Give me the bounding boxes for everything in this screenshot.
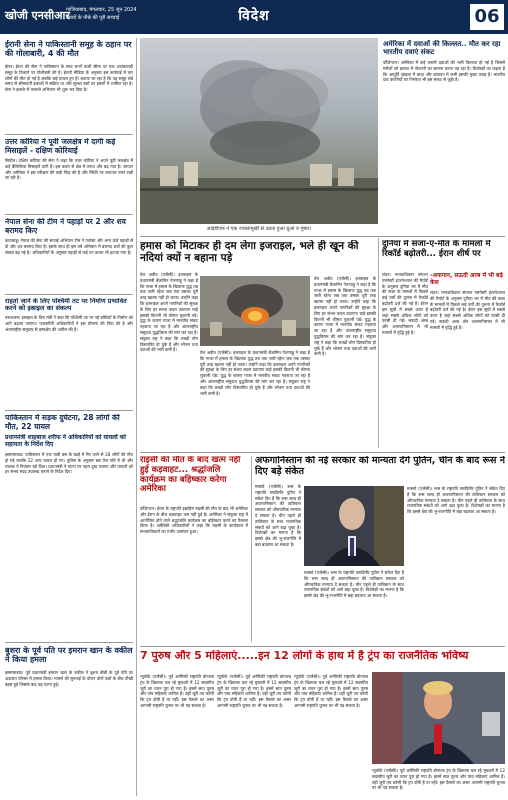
masthead-date: गाजियाबाद, मंगलवार, 25 जून 2024 <box>66 7 137 13</box>
story1-body: ईरान। ईरान की सेना ने पाकिस्तान के साथ लगने वाली सीमा पर एक आतंकवादी समूह के ठिकाने पर गोलीबारी की है। ईरानी मीडिया के अनुसार इस कार्रवाई में चार लोगों की मौत हो गई है जबकि कई घायल हुए हैं। बताया जा रहा है कि यह समूह लंबे समय से सीमावर्ती इलाकों में सक्रिय था और सुरक्षा बलों पर हमलों में शामिल रहा है। सेना ने इलाके में तलाशी अभियान भी शुरू कर दिया है। <box>5 64 133 93</box>
explosion-photo <box>200 276 310 346</box>
trump-body-col3: न्यूयॉर्क (एजेंसी)। पूर्व अमेरिकी राष्ट्रपति डोनाल्ड ट्रंप के खिलाफ चल रहे मुकदमे में 12 सदस्यीय जूरी का चयन पूरा हो गया है। इसमें सात पुरुष और पांच महिलाएं शामिल हैं। यही जूरी तय करेगी कि ट्रंप दोषी हैं या नहीं। इस फैसले का असर आगामी राष्ट्रपति चुनाव पर भी पड़ सकता है। <box>294 674 368 708</box>
section-title: विदेश <box>238 8 270 24</box>
story2-body: सियोल। दक्षिण कोरिया की सेना ने कहा कि उत्तर कोरिया ने अपने पूर्वी जलक्षेत्र में कई बैलिस्टिक मिसाइलें दागी हैं। इस कदम से क्षेत्र में तनाव और बढ़ गया है। जापान और अमेरिका ने इस परीक्षण की कड़ी निंदा की है और स्थिति पर लगातार नजर रखी जा रही है। <box>5 158 133 181</box>
story2-headline: उत्तर कोरिया ने पूर्वी जलक्षेत्र में दागी कई मिसाइलें - दक्षिण कोरियाई <box>5 138 116 155</box>
story1-headline: ईरानी सेना ने पाकिस्तानी समूह के ठहान पर की गोलाबारी, 4 की मौत <box>5 40 132 59</box>
photo-caption: आईडीएफ ने एक ज्वालामुखी से उठता हुआ धुआं व गुबार। <box>206 226 312 232</box>
story5-subhead: प्रधानमंत्री शाहबाज शरीफ ने अधिकारियों को घायलों को सहायता के निर्देश दिए <box>5 434 126 449</box>
medicine-body: वॉशिंगटन। अमेरिका में कई जरूरी दवाओं की भारी किल्लत हो गई है जिससे मरीजों को इलाज में परेशानी का सामना करना पड़ रहा है। विशेषज्ञों का कहना है कि आपूर्ति श्रृंखला में बाधा और उत्पादन में कमी इसकी मुख्य वजह है। भारतीय दवा कंपनियों पर निर्भरता भी इस संकट से जुड़ी है। <box>383 60 505 83</box>
masthead-tagline: ख़बरों के पीछे की पूरी सच्चाई <box>66 15 120 21</box>
smoke-illustration <box>140 38 378 224</box>
trump-body-col2: न्यूयॉर्क (एजेंसी)। पूर्व अमेरिकी राष्ट्रपति डोनाल्ड ट्रंप के खिलाफ चल रहे मुकदमे में 12 सदस्यीय जूरी का चयन पूरा हो गया है। इसमें सात पुरुष और पांच महिलाएं शामिल हैं। यही जूरी तय करेगी कि ट्रंप दोषी हैं या नहीं। इस फैसले का असर आगामी राष्ट्रपति चुनाव पर भी पड़ सकता है। <box>217 674 291 708</box>
gaza-smoke-photo <box>140 38 378 224</box>
hamas-headline: हमास को मिटाकर ही दम लेगा इजराइल, भले ही खून की नदियां क्यों न बहाना पड़े <box>140 240 359 265</box>
page-number: 06 <box>470 4 504 30</box>
masthead-brand: खोजी एनसीआर <box>5 9 70 22</box>
story6-headline: बुशरा के पूर्व पति पर इमरान खान के वकील ने किया हमला <box>5 646 133 665</box>
trump-body: न्यूयॉर्क (एजेंसी)। पूर्व अमेरिकी राष्ट्रपति डोनाल्ड ट्रंप के खिलाफ चल रहे मुकदमे में 12 सदस्यीय जूरी का चयन पूरा हो गया है। इसमें सात पुरुष और पांच महिलाएं शामिल हैं। यही जूरी तय करेगी कि ट्रंप दोषी हैं या नहीं। इस फैसले का असर आगामी राष्ट्रपति चुनाव पर भी पड़ सकता है। <box>140 674 214 708</box>
column-divider <box>378 238 379 448</box>
story6-body: इस्लामाबाद। पूर्व प्रधानमंत्री इमरान खान के वकील ने बुशरा बीबी के पूर्व पति पर अदालत परिसर में हमला किया। मामले की सुनवाई के दौरान दोनों पक्षों के बीच तीखी बहस हुई जिसके बाद यह घटना हुई। <box>5 670 133 687</box>
putin-photo <box>304 486 404 566</box>
hamas-body-continued: तेल अवीव (एजेंसी)। इजराइल के प्रधानमंत्री बेंजामिन नेतन्याहू ने कहा है कि गाजा में हमास के खिलाफ युद्ध तब तक जारी रहेगा जब तक उसका पूरी तरह खात्मा नहीं हो जाता। उन्होंने कहा कि इजराइल अपने नागरिकों की सुरक्षा के लिए हर संभव कदम उठाएगा चाहे इसकी कितनी भी कीमत चुकानी पड़े। युद्ध के कारण गाजा में मानवीय संकट गहराता जा रहा है और अंतरराष्ट्रीय समुदाय युद्धविराम की मांग कर रहा है। संयुक्त राष्ट्र ने कहा कि लाखों लोग विस्थापित हो चुके हैं और भोजन तथा दवाओं की भारी कमी है। <box>200 350 310 396</box>
column-divider <box>251 456 252 642</box>
raisi-headline: राइसी की मौत के बाद खत्म नहीं हुई कड़वाहट... श्रद्धांजलि कार्यक्रम का बहिष्कार करेगा अमेरिका <box>140 456 241 495</box>
trump-illustration <box>372 672 505 764</box>
trump-body-col4: न्यूयॉर्क (एजेंसी)। पूर्व अमेरिकी राष्ट्रपति डोनाल्ड ट्रंप के खिलाफ चल रहे मुकदमे में 12 सदस्यीय जूरी का चयन पूरा हो गया है। इसमें सात पुरुष और पांच महिलाएं शामिल हैं। यही जूरी तय करेगी कि ट्रंप दोषी हैं या नहीं। इस फैसले का असर आगामी राष्ट्रपति चुनाव पर भी पड़ सकता है। <box>372 768 505 791</box>
medicine-headline: अमेरिका में दवाओं की किल्लत.. मौत कर रहा भारतीय दवाएं संकट <box>383 40 501 57</box>
masthead-meta <box>66 6 186 22</box>
afghan-body-col2: मास्को (एजेंसी)। रूस के राष्ट्रपति व्लादिमीर पुतिन ने संकेत दिए हैं कि रूस जल्द ही अफगानिस्तान की तालिबान सरकार को औपचारिक मान्यता दे सकता है। चीन पहले ही तालिबान के साथ राजनयिक संबंधों को आगे बढ़ा चुका है। विशेषज्ञों का मानना है कि इससे क्षेत्र की भू-राजनीति में बड़ा बदलाव आ सकता है। <box>304 570 404 599</box>
death-penalty-subhead: -अफगान, सऊदी अरब में भी बढ़े केस <box>430 272 503 287</box>
trump-photo <box>372 672 505 764</box>
divider <box>140 236 505 237</box>
death-penalty-body: लंदन। मानवाधिकार संगठन एमनेस्टी इंटरनेशनल की रिपोर्ट के अनुसार दुनिया भर में मौत की सजा के मामलों में पिछले कई वर्षों की तुलना में रिकॉर्ड बढ़ोतरी दर्ज की गई है। ईरान इस सूची में सबसे ऊपर है जहां सबसे अधिक लोगों को फांसी दी गई। सऊदी अरब और अफगानिस्तान में भी मामलों में वृद्धि हुई है। <box>382 272 428 335</box>
hamas-body: तेल अवीव (एजेंसी)। इजराइल के प्रधानमंत्री बेंजामिन नेतन्याहू ने कहा है कि गाजा में हमास के खिलाफ युद्ध तब तक जारी रहेगा जब तक उसका पूरी तरह खात्मा नहीं हो जाता। उन्होंने कहा कि इजराइल अपने नागरिकों की सुरक्षा के लिए हर संभव कदम उठाएगा चाहे इसकी कितनी भी कीमत चुकानी पड़े। युद्ध के कारण गाजा में मानवीय संकट गहराता जा रहा है और अंतरराष्ट्रीय समुदाय युद्धविराम की मांग कर रहा है। संयुक्त राष्ट्र ने कहा कि लाखों लोग विस्थापित हो चुके हैं और भोजन तथा दवाओं की भारी कमी है। <box>140 272 198 353</box>
divider <box>5 134 133 135</box>
story4-body: यरूशलम। इस्राइल के वित्त मंत्री ने कहा कि पश्चिमी तट पर नई बस्तियों के निर्माण को आगे बढ़ाया जाएगा। फलस्तीनी अधिकारियों ने इस घोषणा की निंदा की है और अंतरराष्ट्रीय समुदाय से हस्तक्षेप की अपील की है। <box>5 315 133 332</box>
divider <box>5 214 133 215</box>
person-illustration <box>304 486 404 566</box>
divider <box>5 642 133 643</box>
page-header <box>0 0 508 34</box>
column-divider <box>136 38 137 796</box>
story5-body: इस्लामाबाद। पाकिस्तान में एक यात्री बस के खाई में गिर जाने से 28 लोगों की मौत हो गई जबकि 22 अन्य घायल हो गए। पुलिस के अनुसार बस तेज गति में थी और चालक ने नियंत्रण खो दिया। प्रधानमंत्री ने घटना पर गहरा दुख जताया और घायलों को हर संभव मदद उपलब्ध कराने के निर्देश दिए। <box>5 452 133 475</box>
story4-headline: राहतों जाने के लिए पश्चिमी तट पर निर्माण प्रभावित करने को इस्राइल का संकल्प <box>5 298 127 313</box>
death-penalty-body-col2: लंदन। मानवाधिकार संगठन एमनेस्टी इंटरनेशनल की रिपोर्ट के अनुसार दुनिया भर में मौत की सजा के मामलों में पिछले कई वर्षों की तुलना में रिकॉर्ड बढ़ोतरी दर्ज की गई है। ईरान इस सूची में सबसे ऊपर है जहां सबसे अधिक लोगों को फांसी दी गई। सऊदी अरब और अफगानिस्तान में भी मामलों में वृद्धि हुई है। <box>430 290 505 330</box>
story3-body: काठमांडू। नेपाल की सेना की सफाई अभियान टीम ने एवरेस्ट और अन्य ऊंचे पहाड़ों से दो और शव बरामद किए हैं। इसके साथ ही इस वर्ष अभियान में बरामद शवों की कुल संख्या बढ़ गई है। अधिकारियों के अनुसार पहाड़ों से कई टन कचरा भी हटाया गया है। <box>5 238 133 255</box>
afghan-body-col3: मास्को (एजेंसी)। रूस के राष्ट्रपति व्लादिमीर पुतिन ने संकेत दिए हैं कि रूस जल्द ही अफगानिस्तान की तालिबान सरकार को औपचारिक मान्यता दे सकता है। चीन पहले ही तालिबान के साथ राजनयिक संबंधों को आगे बढ़ा चुका है। विशेषज्ञों का मानना है कि इससे क्षेत्र की भू-राजनीति में बड़ा बदलाव आ सकता है। <box>407 486 505 515</box>
death-penalty-headline: दुनिया में सजा-ए-मौत के मामलों में रिकॉर्ड बढ़ोतरी... ईरान शीर्ष पर <box>382 240 491 259</box>
trump-headline: 7 पुरुष और 5 महिलाएं.....इन 12 लोगों के हाथ में है ट्रंप का राजनैतिक भविष्य <box>140 650 469 662</box>
raisi-body: वॉशिंगटन। ईरान के राष्ट्रपति इब्राहिम राइसी की मौत के बाद भी अमेरिका और ईरान के बीच कड़वाहट कम नहीं हुई है। अमेरिका ने संयुक्त राष्ट्र में आयोजित होने वाले श्रद्धांजलि कार्यक्रम का बहिष्कार करने का फैसला किया है। अमेरिकी अधिकारियों ने कहा कि राइसी के कार्यकाल में मानवाधिकारों का गंभीर उल्लंघन हुआ। <box>140 506 248 535</box>
divider <box>140 646 505 647</box>
divider <box>5 410 133 411</box>
story5-headline: पाकिस्तान में सड़क दुर्घटना, 28 लोगों की मौत, 22 घायल <box>5 414 120 431</box>
explosion-illustration <box>200 276 310 346</box>
story3-headline: नेपाल सेना की टीम ने पहाड़ों पर 2 और शव बरामद किए <box>5 218 126 235</box>
divider <box>5 294 133 295</box>
hamas-body-col3: तेल अवीव (एजेंसी)। इजराइल के प्रधानमंत्री बेंजामिन नेतन्याहू ने कहा है कि गाजा में हमास के खिलाफ युद्ध तब तक जारी रहेगा जब तक उसका पूरी तरह खात्मा नहीं हो जाता। उन्होंने कहा कि इजराइल अपने नागरिकों की सुरक्षा के लिए हर संभव कदम उठाएगा चाहे इसकी कितनी भी कीमत चुकानी पड़े। युद्ध के कारण गाजा में मानवीय संकट गहराता जा रहा है और अंतरराष्ट्रीय समुदाय युद्धविराम की मांग कर रहा है। संयुक्त राष्ट्र ने कहा कि लाखों लोग विस्थापित हो चुके हैं और भोजन तथा दवाओं की भारी कमी है। <box>314 276 376 357</box>
afghan-headline: अफगानिस्तान की नई सरकार को मान्यता देंगे पुतिन, चीन के बाद रूस ने दिए बड़े संकेत <box>255 456 505 477</box>
divider <box>140 452 505 453</box>
afghan-body: मास्को (एजेंसी)। रूस के राष्ट्रपति व्लादिमीर पुतिन ने संकेत दिए हैं कि रूस जल्द ही अफगानिस्तान की तालिबान सरकार को औपचारिक मान्यता दे सकता है। चीन पहले ही तालिबान के साथ राजनयिक संबंधों को आगे बढ़ा चुका है। विशेषज्ञों का मानना है कि इससे क्षेत्र की भू-राजनीति में बड़ा बदलाव आ सकता है। <box>255 484 301 547</box>
